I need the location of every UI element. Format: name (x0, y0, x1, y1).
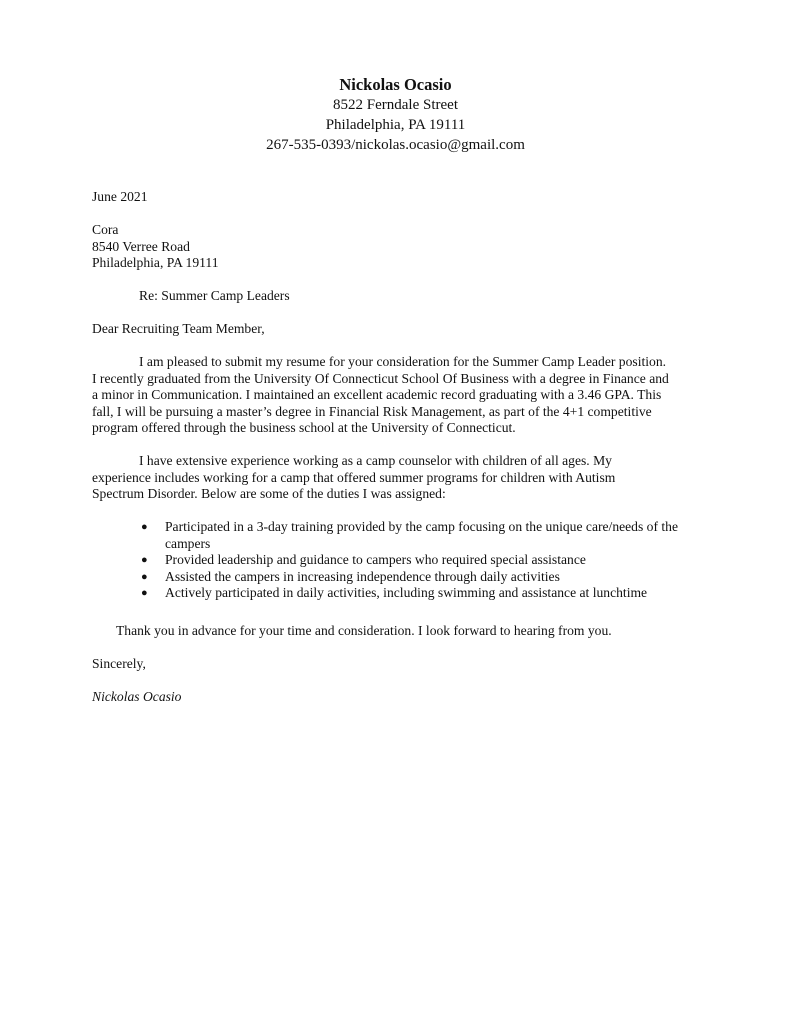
letterhead (0, 74, 791, 155)
sender-city: Philadelphia, PA 19111 (325, 117, 466, 133)
bullet-icon: ● (141, 570, 148, 583)
sender-street: 8522 Ferndale Street (333, 97, 458, 113)
duty-text: Provided leadership and guidance to campers who required special assistance (165, 552, 586, 567)
recipient-street: 8540 Verree Road (92, 238, 190, 254)
paragraph-line: program offered through the business school at the University of Connecticut. (92, 420, 516, 435)
recipient-address (92, 222, 219, 272)
sender-contact: 267-535-0393/nickolas.ocasio@gmail.com (266, 137, 525, 153)
paragraph-line: a minor in Communication. I maintained an excellent academic record graduating with a 3.46 GPA. This (92, 387, 662, 402)
paragraph-experience (92, 453, 692, 503)
paragraph-line: I have extensive experience working as a camp counselor with children of all ages. My (139, 453, 612, 468)
salutation: Dear Recruiting Team Member, (92, 321, 265, 336)
list-item (139, 519, 699, 552)
recipient-name: Cora (92, 222, 119, 237)
signature: Nickolas Ocasio (92, 689, 182, 704)
bullet-icon: ● (141, 587, 148, 599)
closing: Sincerely, (92, 656, 146, 671)
bullet-icon: ● (141, 554, 148, 566)
paragraph-line: I am pleased to submit my resume for your consideration for the Summer Camp Leader position. (139, 354, 667, 369)
letter-date: June 2021 (92, 189, 148, 204)
paragraph-education (92, 354, 692, 437)
paragraph-line: experience includes working for a camp that offered summer programs for children with Autism (92, 469, 616, 485)
paragraph-line: fall, I will be pursuing a master’s degree in Financial Risk Management, as part of the 4+1 competitive (92, 403, 652, 419)
list-item (139, 569, 699, 586)
duty-text: Assisted the campers in increasing independence through daily activities (165, 568, 560, 584)
list-item (139, 552, 699, 569)
paragraph-line: Spectrum Disorder. Below are some of the duties I was assigned: (92, 486, 446, 501)
paragraph-line: I recently graduated from the University Of Connecticut School Of Business with a degree in Finance and (92, 370, 669, 386)
subject-line: Re: Summer Camp Leaders (139, 288, 290, 303)
duty-text: Participated in a 3-day training provided by the camp focusing on the unique care/needs of the campers (165, 519, 678, 551)
sender-name: Nickolas Ocasio (339, 75, 452, 94)
duties-list (139, 519, 699, 602)
recipient-city: Philadelphia, PA 19111 (92, 255, 219, 270)
thanks-paragraph: Thank you in advance for your time and consideration. I look forward to hearing from you. (116, 623, 612, 638)
duty-text: Actively participated in daily activities, including swimming and assistance at lunchtime (165, 585, 648, 600)
list-item (139, 585, 699, 602)
bullet-icon: ● (141, 521, 148, 533)
